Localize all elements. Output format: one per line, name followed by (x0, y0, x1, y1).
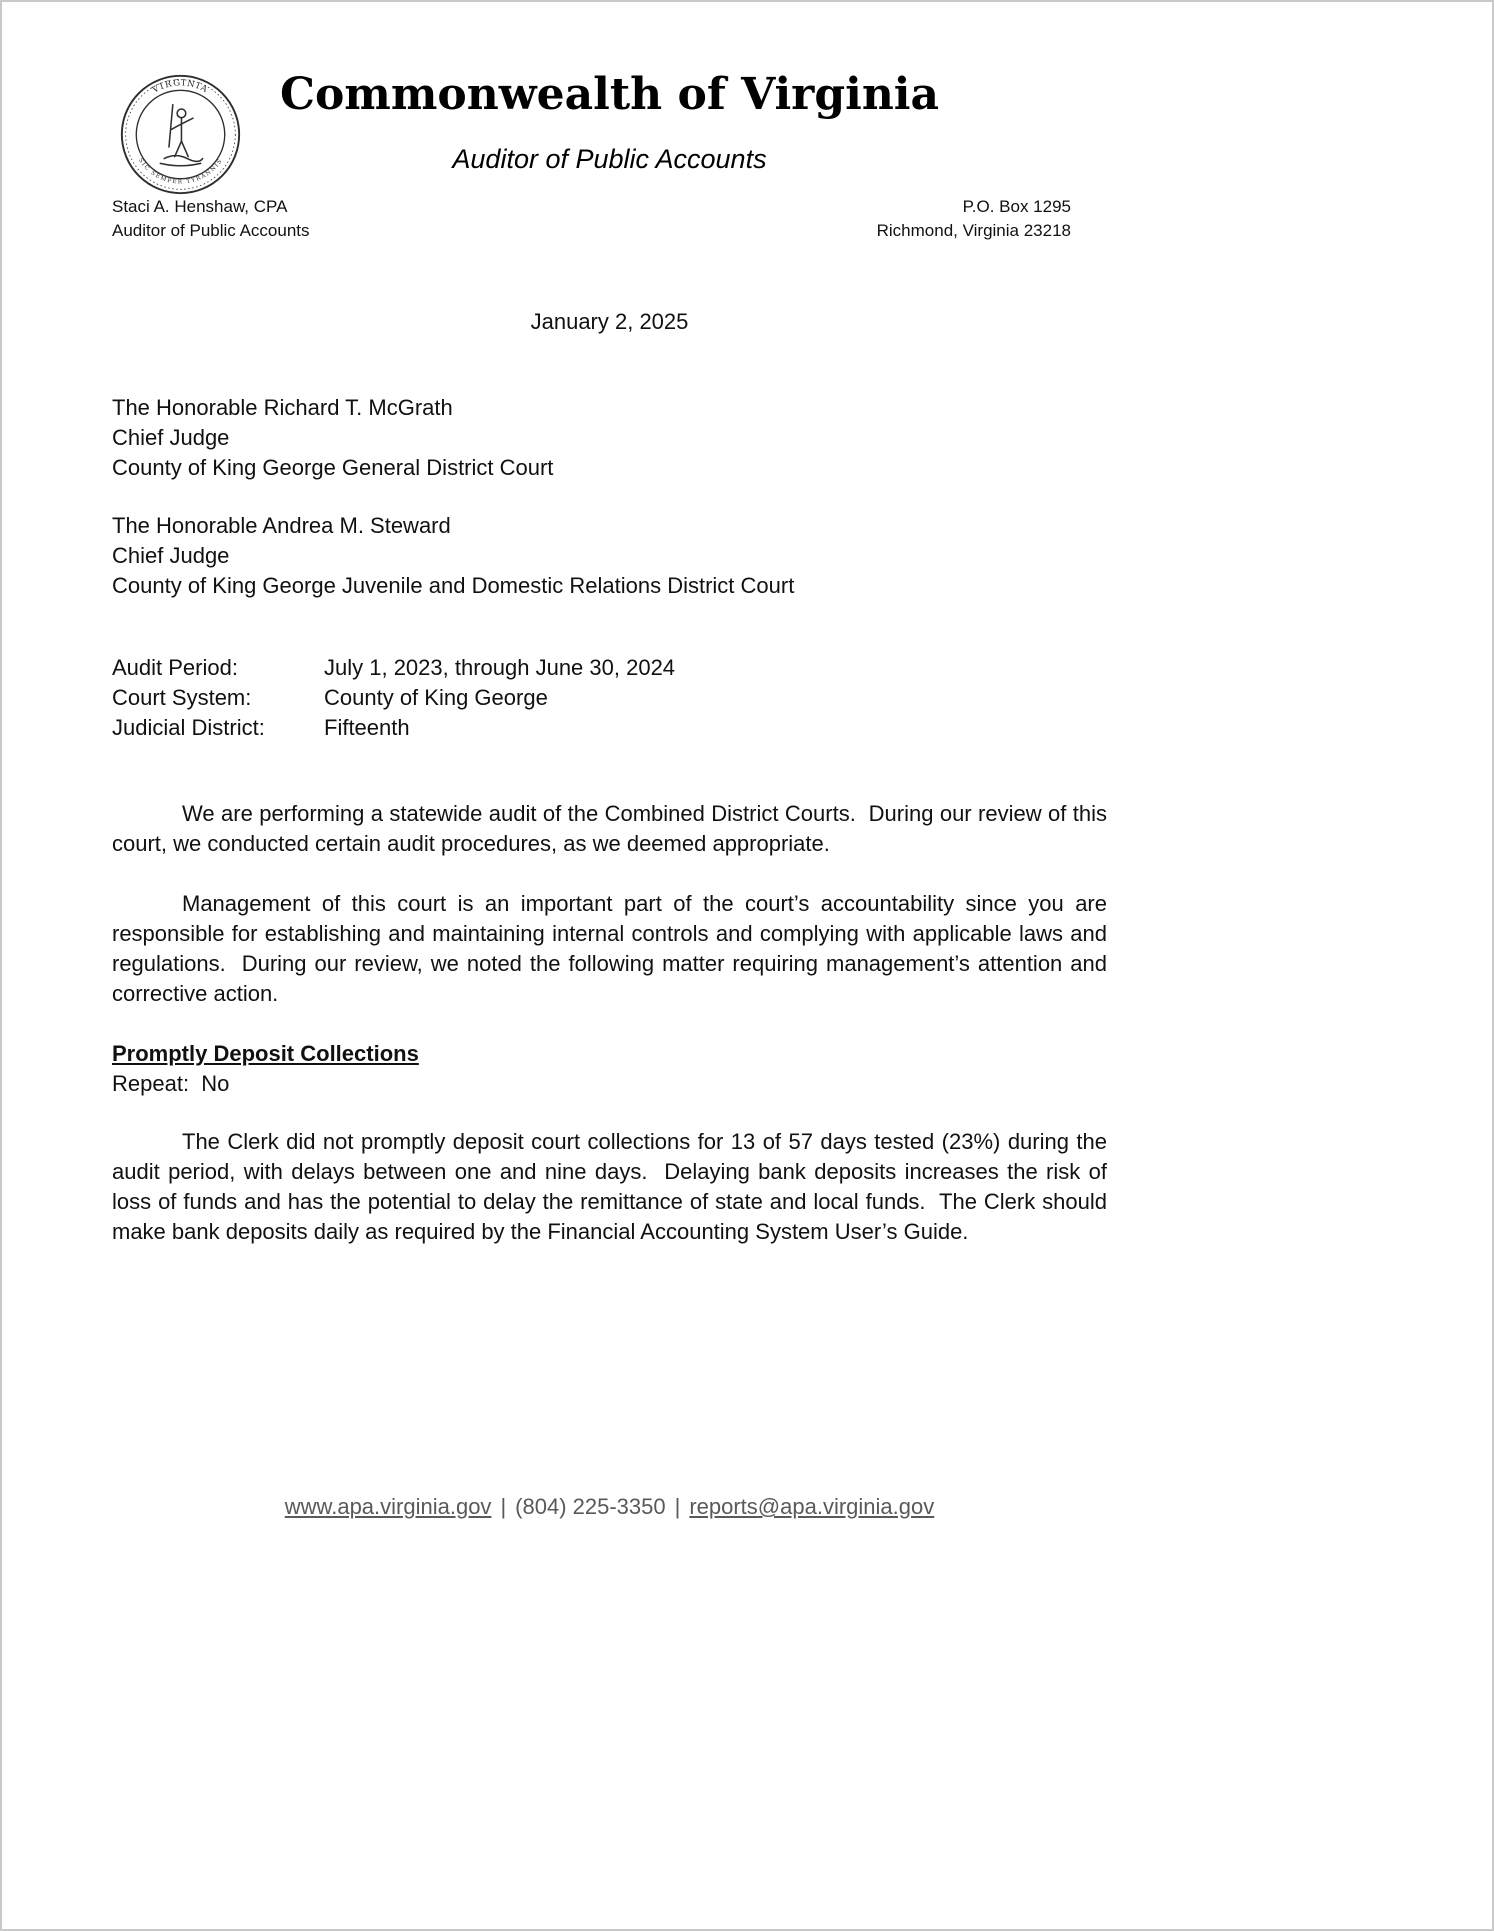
recipient-court: County of King George Juvenile and Domestic Relations District Court (112, 572, 795, 598)
audit-info-table (112, 653, 1107, 743)
recipient-court: County of King George General District Court (112, 454, 554, 480)
page-title: Commonwealth of Virginia (279, 69, 940, 120)
body-paragraph-1: We are performing a statewide audit of the Combined District Courts. During our review of this court, we conducted certain audit procedures, as we deemed appropriate. (112, 800, 1114, 856)
recipient-block (112, 511, 1107, 601)
letter-date: January 2, 2025 (530, 308, 689, 334)
page-subtitle: Auditor of Public Accounts (452, 143, 767, 174)
info-value-court-system: County of King George (324, 684, 548, 710)
info-value-audit-period: July 1, 2023, through June 30, 2024 (324, 654, 676, 680)
footer-separator: | (674, 1494, 681, 1519)
letterhead-contacts (112, 195, 1107, 243)
audit-info-row (112, 653, 1107, 683)
auditor-name: Staci A. Henshaw, CPA (112, 196, 288, 216)
audit-info-row (112, 713, 1107, 743)
footer-email-link[interactable]: reports@apa.virginia.gov (689, 1494, 935, 1519)
footer-website-link[interactable]: www.apa.virginia.gov (284, 1494, 492, 1519)
info-label-judicial-district: Judicial District: (112, 714, 265, 740)
finding-heading: Promptly Deposit Collections (112, 1040, 419, 1066)
address-city-state-zip: Richmond, Virginia 23218 (876, 220, 1071, 240)
finding-repeat-status: Repeat: No (112, 1070, 230, 1096)
footer-separator: | (500, 1494, 507, 1519)
audit-info-row (112, 683, 1107, 713)
body-paragraph-2: Management of this court is an important part of the court’s accountability since you are responsible for establishing and maintaining internal controls and complying with applicable laws and regulations. During our review, we noted the following matter requiring management’s attention and corrective action. (112, 890, 1114, 1006)
finding-body-paragraph: The Clerk did not promptly deposit court collections for 13 of 57 days tested (23%) during the audit period, with delays between one and nine days. Delaying bank deposits increases the risk of loss of funds and has the potential to delay the remittance of state and local funds. The Clerk should make bank deposits daily as required by the Financial Accounting System User’s Guide. (112, 1128, 1114, 1244)
page-footer (112, 1492, 1107, 1522)
office-address-block (877, 195, 1071, 243)
footer-phone: (804) 225-3350 (515, 1494, 666, 1519)
info-label-court-system: Court System: (112, 684, 252, 710)
letter-content (112, 2, 1114, 1247)
address-po-box: P.O. Box 1295 (962, 196, 1071, 216)
auditor-title: Auditor of Public Accounts (112, 220, 310, 240)
recipients (112, 393, 1107, 601)
seal-top-text: VIRGINIA (150, 78, 211, 96)
recipient-title: Chief Judge (112, 542, 230, 568)
seal-bottom-text: SIC SEMPER TYRANNIS (136, 157, 225, 186)
recipient-name: The Honorable Richard T. McGrath (112, 394, 453, 420)
virginia-state-seal-icon (118, 72, 243, 197)
auditor-contact-block (112, 195, 310, 243)
recipient-title: Chief Judge (112, 424, 230, 450)
recipient-name: The Honorable Andrea M. Steward (112, 512, 451, 538)
recipient-block (112, 393, 1107, 483)
info-value-judicial-district: Fifteenth (324, 714, 410, 740)
info-label-audit-period: Audit Period: (112, 654, 238, 680)
letterhead (112, 70, 1107, 243)
